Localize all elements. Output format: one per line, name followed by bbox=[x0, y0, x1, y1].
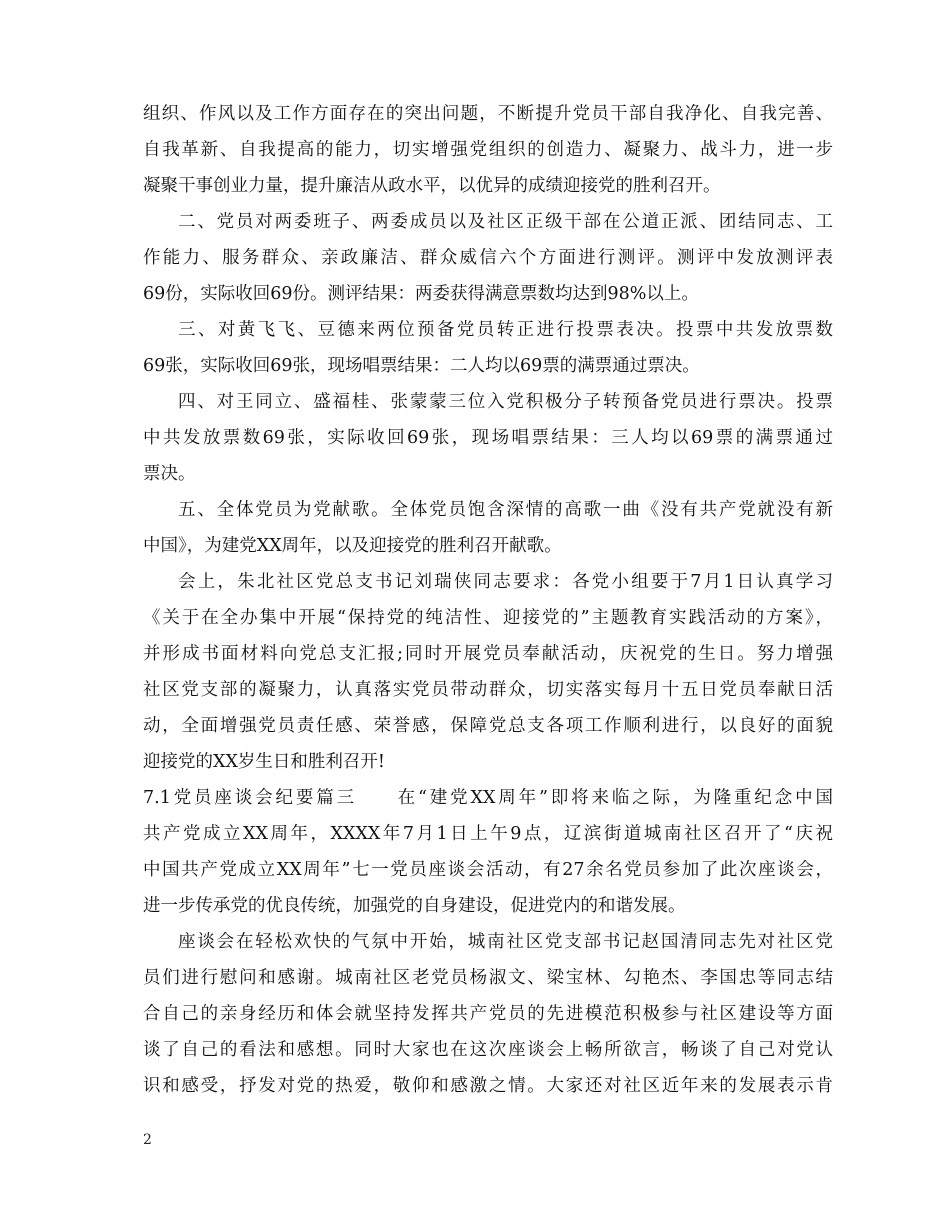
text-line: 合自己的亲身经历和体会就坚持发挥共产党员的先进模范积极参与社区建设等方面 bbox=[143, 1004, 833, 1024]
text-line: 中国》，为建党XX周年，以及迎接党的胜利召开献歌。 bbox=[143, 536, 562, 556]
page-number: 2 bbox=[143, 1132, 152, 1148]
text-line: 社区党支部的凝聚力，认真落实党员带动群众，切实落实每月十五日党员奉献日活 bbox=[143, 680, 833, 700]
text-line: 并形成书面材料向党总支汇报;同时开展党员奉献活动，庆祝党的生日。努力增强 bbox=[143, 644, 833, 664]
text-line: 凝聚干事创业力量，提升廉洁从政水平，以优异的成绩迎接党的胜利召开。 bbox=[143, 176, 721, 196]
text-line: 69份，实际收回69份。测评结果：两委获得满意票数均达到98%以上。 bbox=[143, 284, 699, 304]
text-line: 中国共产党成立XX周年”七一党员座谈会活动，有27余名党员参加了此次座谈会， bbox=[143, 860, 833, 880]
text-line: 动，全面增强党员责任感、荣誉感，保障党总支各项工作顺利进行，以良好的面貌 bbox=[143, 716, 833, 736]
text-line: 迎接党的XX岁生日和胜利召开! bbox=[143, 752, 385, 772]
text-line: 共产党成立XX周年，XXXX年7月1日上午9点，辽滨街道城南社区召开了“庆祝 bbox=[143, 824, 833, 844]
text-line: 票决。 bbox=[143, 464, 196, 484]
text-line: 进一步传承党的优良传统，加强党的自身建设，促进党内的和谐发展。 bbox=[143, 896, 686, 916]
text-line: 谈了自己的看法和感想。同时大家也在这次座谈会上畅所欲言，畅谈了自己对党认 bbox=[143, 1040, 833, 1060]
text-line: 自我革新、自我提高的能力，切实增强党组织的创造力、凝聚力、战斗力，进一步 bbox=[143, 140, 833, 160]
text-line: 69张，实际收回69张，现场唱票结果：二人均以69票的满票通过票决。 bbox=[143, 356, 700, 376]
text-line: 二、党员对两委班子、两委成员以及社区正级干部在公道正派、团结同志、工 bbox=[178, 212, 833, 232]
document-body bbox=[143, 96, 833, 1104]
text-line: 作能力、服务群众、亲政廉洁、群众威信六个方面进行测评。测评中发放测评表 bbox=[143, 248, 833, 268]
text-line: 会上，朱北社区党总支书记刘瑞侠同志要求：各党小组要于7月1日认真学习 bbox=[178, 572, 833, 592]
text-line: 7.1党员座谈会纪要篇三 在“建党XX周年”即将来临之际，为隆重纪念中国 bbox=[143, 788, 833, 808]
text-line: 座谈会在轻松欢快的气氛中开始，城南社区党支部书记赵国清同志先对社区党 bbox=[178, 932, 833, 952]
text-line: 中共发放票数69张，实际收回69张，现场唱票结果：三人均以69票的满票通过 bbox=[143, 428, 833, 448]
text-line: 员们进行慰问和感谢。城南社区老党员杨淑文、梁宝林、勾艳杰、李国忠等同志结 bbox=[143, 968, 833, 988]
text-line: 组织、作风以及工作方面存在的突出问题，不断提升党员干部自我净化、自我完善、 bbox=[143, 104, 833, 124]
text-line: 三、对黄飞飞、豆德来两位预备党员转正进行投票表决。投票中共发放票数 bbox=[178, 320, 833, 340]
text-line: 《关于在全办集中开展“保持党的纯洁性、迎接党的”主题教育实践活动的方案》， bbox=[143, 608, 833, 628]
text-line: 识和感受，抒发对党的热爱，敬仰和感激之情。大家还对社区近年来的发展表示肯 bbox=[143, 1076, 833, 1096]
text-line: 四、对王同立、盛福桂、张蒙蒙三位入党积极分子转预备党员进行票决。投票 bbox=[178, 392, 833, 412]
text-line: 五、全体党员为党献歌。全体党员饱含深情的高歌一曲《没有共产党就没有新 bbox=[178, 500, 833, 520]
